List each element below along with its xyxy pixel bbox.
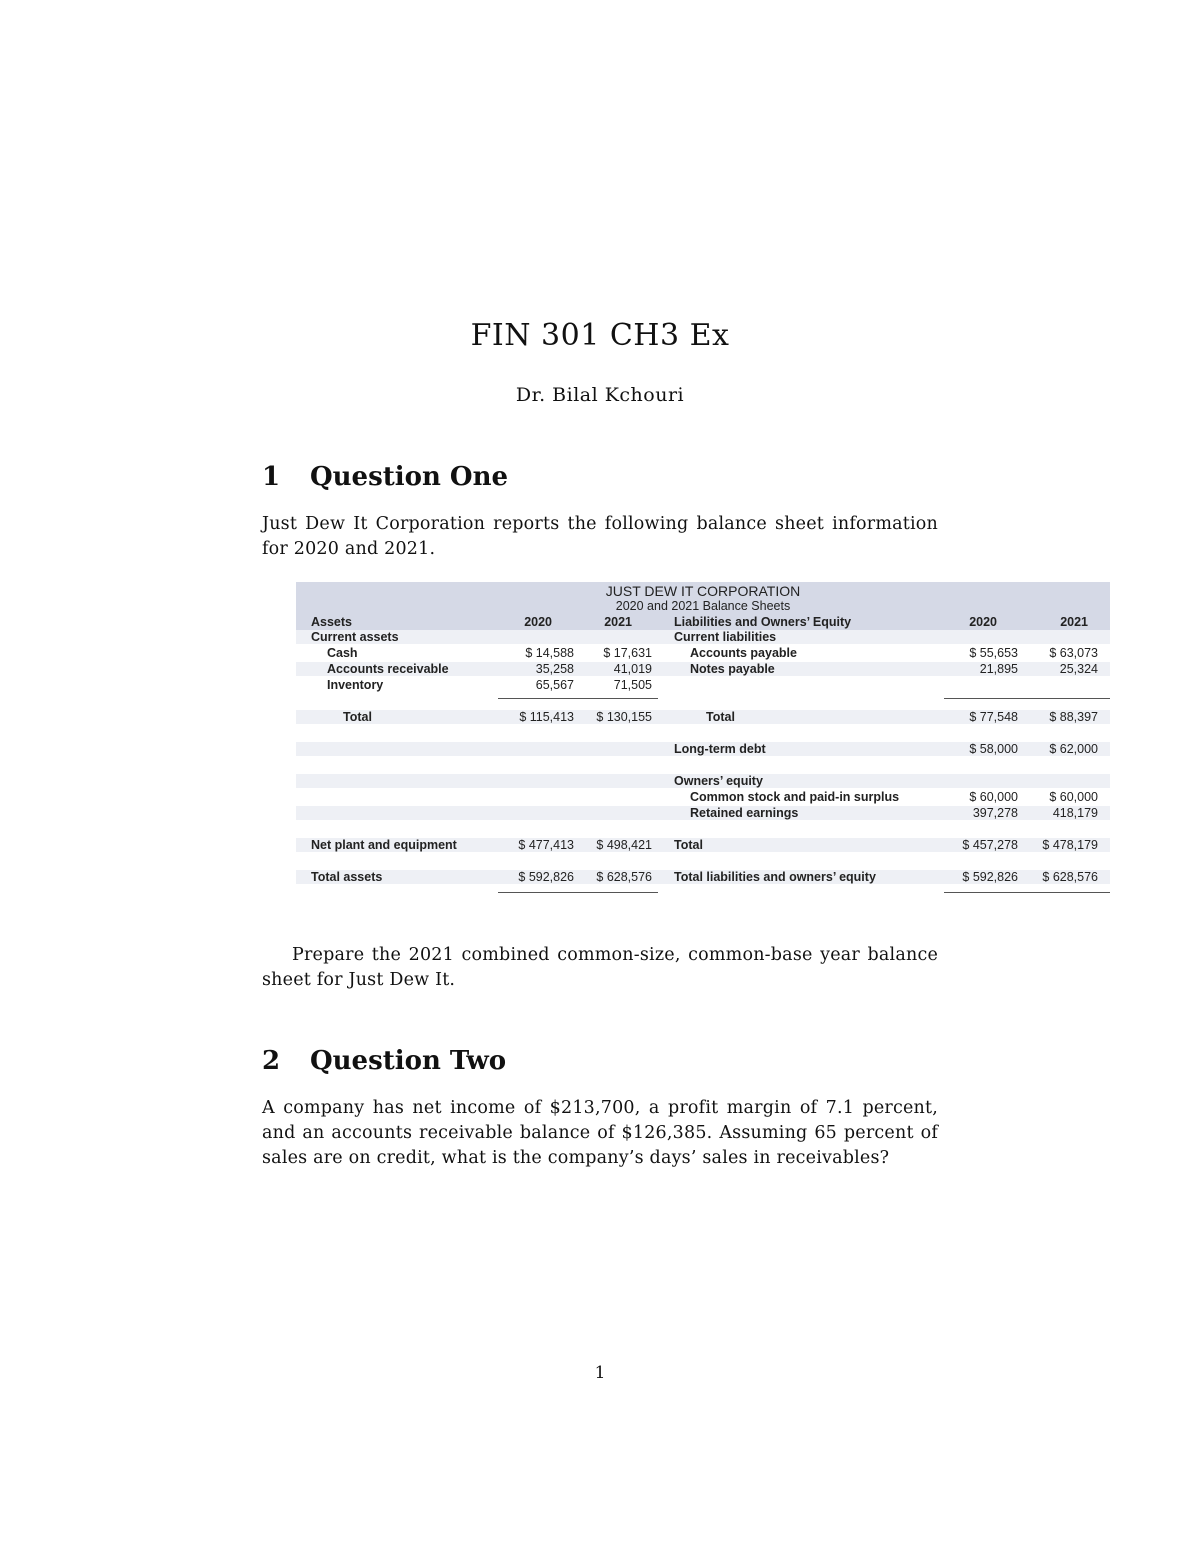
row-label: Long-term debt — [674, 742, 766, 756]
cell-value: $ 17,631 — [603, 646, 652, 660]
cell-value: 397,278 — [972, 806, 1018, 820]
q1-intro: Just Dew It Corporation reports the following balance sheet information for 2020 and 2021. — [262, 514, 938, 559]
cell-value: $ 477,413 — [518, 838, 574, 852]
balance-sheet-table — [296, 582, 1110, 900]
row-label: Inventory — [327, 678, 384, 692]
table-subtitle: 2020 and 2021 Balance Sheets — [615, 599, 791, 613]
cell-value: $ 63,073 — [1049, 646, 1098, 660]
cell-value: $ 14,588 — [525, 646, 574, 660]
cell-value: 41,019 — [613, 662, 652, 676]
row-label: Net plant and equipment — [311, 838, 457, 852]
row-label: Total — [674, 838, 703, 852]
document-title: FIN 301 CH3 Ex — [470, 318, 730, 353]
cell-value: $ 62,000 — [1049, 742, 1098, 756]
section-heading-q2 — [262, 1046, 506, 1076]
section-title: Question Two — [310, 1046, 507, 1076]
row-label: Total — [343, 710, 372, 724]
cell-value: $ 628,576 — [1042, 870, 1098, 884]
row-label: Total liabilities and owners’ equity — [674, 870, 876, 884]
cell-value: $ 115,413 — [519, 710, 574, 724]
author: Dr. Bilal Kchouri — [515, 384, 685, 406]
cell-value: $ 457,278 — [962, 838, 1018, 852]
page-number: 1 — [594, 1363, 606, 1383]
row-label: Retained earnings — [690, 806, 799, 820]
year-header: 2021 — [1060, 615, 1088, 629]
cell-value: $ 498,421 — [596, 838, 652, 852]
cell-value: 21,895 — [979, 662, 1018, 676]
cell-value: $ 478,179 — [1042, 838, 1098, 852]
cell-value: $ 60,000 — [969, 790, 1018, 804]
cell-value: $ 592,826 — [962, 870, 1018, 884]
current-liabilities-label: Current liabilities — [674, 630, 777, 644]
q2-text: A company has net income of $213,700, a profit margin of 7.1 percent, and an accounts receivable balance of $126,385. Assuming 65 percent of sales are on credit, what is the company’s days’ sales in receivables? — [262, 1098, 938, 1168]
section-number: 1 — [262, 462, 281, 492]
year-header: 2021 — [604, 615, 632, 629]
cell-value: 25,324 — [1059, 662, 1098, 676]
section-heading-q1 — [262, 462, 508, 492]
cell-value: $ 77,548 — [969, 710, 1018, 724]
cell-value: 65,567 — [535, 678, 574, 692]
row-label: Accounts receivable — [327, 662, 449, 676]
section-number: 2 — [262, 1046, 281, 1076]
section-title: Question One — [310, 462, 509, 492]
cell-value: 418,179 — [1052, 806, 1098, 820]
current-assets-label: Current assets — [311, 630, 399, 644]
row-label: Total assets — [311, 870, 383, 884]
cell-value: $ 60,000 — [1049, 790, 1098, 804]
year-header: 2020 — [969, 615, 997, 629]
row-label: Notes payable — [690, 662, 775, 676]
assets-header: Assets — [311, 615, 352, 629]
row-label: Cash — [327, 646, 358, 660]
cell-value: $ 58,000 — [969, 742, 1018, 756]
cell-value: $ 628,576 — [596, 870, 652, 884]
cell-value: $ 55,653 — [969, 646, 1018, 660]
year-header: 2020 — [524, 615, 552, 629]
cell-value: $ 88,397 — [1049, 710, 1098, 724]
row-label: Total — [706, 710, 735, 724]
liabilities-header: Liabilities and Owners’ Equity — [674, 615, 852, 629]
row-label: Common stock and paid-in surplus — [690, 790, 900, 804]
owners-equity-label: Owners’ equity — [674, 774, 763, 788]
cell-value: $ 592,826 — [518, 870, 574, 884]
cell-value: $ 130,155 — [596, 710, 652, 724]
company-name: JUST DEW IT CORPORATION — [605, 583, 801, 599]
cell-value: 71,505 — [613, 678, 652, 692]
row-label: Accounts payable — [690, 646, 797, 660]
q1-task: Prepare the 2021 combined common-size, common-base year balance sheet for Just Dew It. — [262, 945, 938, 990]
cell-value: 35,258 — [535, 662, 574, 676]
